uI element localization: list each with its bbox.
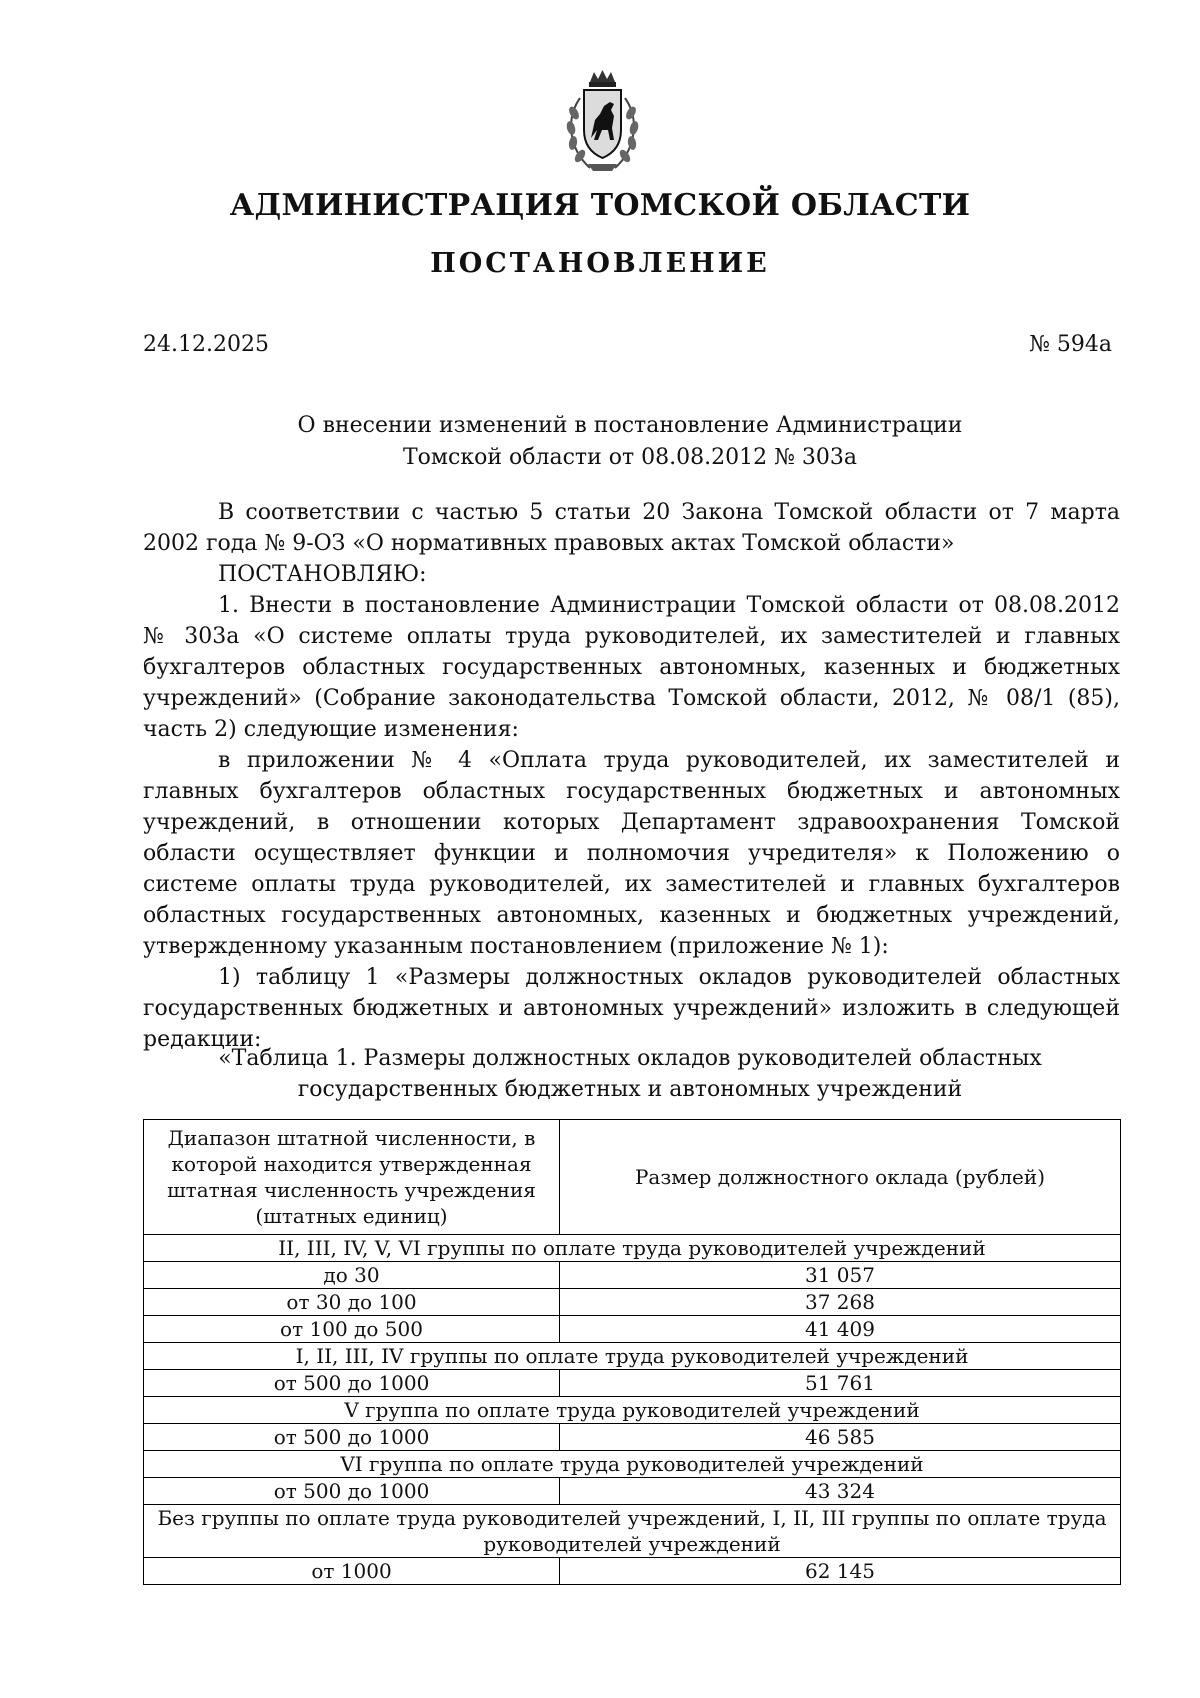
table-group-row: [144, 1505, 1121, 1558]
group-label: V группа по оплате труда руководителей учреждений: [144, 1397, 1121, 1424]
range-cell: от 500 до 1000: [144, 1478, 560, 1505]
group-label: Без группы по оплате труда руководителей учреждений, I, II, III группы по оплате труда руководителей учреждений: [144, 1505, 1121, 1558]
group-label: I, II, III, IV группы по оплате труда руководителей учреждений: [144, 1343, 1121, 1370]
organization-title: АДМИНИСТРАЦИЯ ТОМСКОЙ ОБЛАСТИ: [229, 188, 971, 223]
table-group-row: [144, 1343, 1121, 1370]
document-number: № 594а: [1029, 332, 1112, 357]
subject-line: О внесении изменений в постановление Администрации: [297, 413, 963, 438]
salary-cell: 62 145: [560, 1558, 1121, 1585]
table-row: [144, 1289, 1121, 1316]
clause-paragraph: 1. Внести в постановление Администрации Томской области от 08.08.2012 № 303а «О системе оплаты труда руководителей, их заместителей и главных бухгалтеров областных государственных автономных, казенных и бюджетных учреждений» (Собрание законодательства Томской области, 2012, № 08/1 (85), часть 2) следующие изменения:: [143, 593, 1120, 742]
salary-cell: 46 585: [560, 1424, 1121, 1451]
salary-table: [143, 1119, 1121, 1585]
resolve-heading: ПОСТАНОВЛЯЮ:: [218, 562, 427, 587]
table-row: [144, 1370, 1121, 1397]
document-body: [143, 497, 1120, 1055]
group-label: II, III, IV, V, VI группы по оплате труда руководителей учреждений: [144, 1235, 1121, 1262]
table-row: [144, 1262, 1121, 1289]
column-header-salary: Размер должностного оклада (рублей): [560, 1120, 1121, 1235]
table-group-row: [144, 1451, 1121, 1478]
document-date: 24.12.2025: [143, 332, 269, 357]
table-caption: [140, 1043, 1120, 1105]
table-row: [144, 1558, 1121, 1585]
preamble-paragraph: В соответствии с частью 5 статьи 20 Закона Томской области от 7 марта 2002 года № 9-ОЗ «О нормативных правовых актах Томской области»: [143, 500, 1120, 556]
table-row: [144, 1478, 1121, 1505]
range-cell: от 100 до 500: [144, 1316, 560, 1343]
salary-cell: 37 268: [560, 1289, 1121, 1316]
table-row: [144, 1316, 1121, 1343]
salary-cell: 41 409: [560, 1316, 1121, 1343]
range-cell: до 30: [144, 1262, 560, 1289]
document-subject: [140, 410, 1120, 474]
clause-paragraph: в приложении № 4 «Оплата труда руководителей, их заместителей и главных бухгалтеров областных государственных бюджетных и автономных учреждений, в отношении которых Департамент здравоохранения Томской области осуществляет функции и полномочия учредителя» к Положению о системе оплаты труда руководителей, их заместителей и главных бухгалтеров областных государственных автономных, казенных и бюджетных учреждений, утвержденному указанным постановлением (приложение № 1):: [143, 748, 1120, 959]
salary-cell: 31 057: [560, 1262, 1121, 1289]
document-kind: ПОСТАНОВЛЕНИЕ: [430, 248, 770, 279]
table-caption-line: государственных бюджетных и автономных учреждений: [297, 1077, 963, 1102]
group-label: VI группа по оплате труда руководителей учреждений: [144, 1451, 1121, 1478]
range-cell: от 500 до 1000: [144, 1370, 560, 1397]
table-header-row: [144, 1120, 1121, 1235]
table-group-row: [144, 1397, 1121, 1424]
range-cell: от 1000: [144, 1558, 560, 1585]
range-cell: от 500 до 1000: [144, 1424, 560, 1451]
table-group-row: [144, 1235, 1121, 1262]
salary-cell: 51 761: [560, 1370, 1121, 1397]
table-caption-line: «Таблица 1. Размеры должностных окладов руководителей областных: [218, 1046, 1042, 1071]
coat-of-arms-icon: [560, 68, 645, 176]
column-header-range: Диапазон штатной численности, в которой находится утвержденная штатная численность учреждения (штатных единиц): [144, 1120, 560, 1235]
table-row: [144, 1424, 1121, 1451]
salary-cell: 43 324: [560, 1478, 1121, 1505]
clause-paragraph: 1) таблицу 1 «Размеры должностных окладов руководителей областных государственных бюджетных и автономных учреждений» изложить в следующей редакции:: [143, 965, 1120, 1052]
subject-line: Томской области от 08.08.2012 № 303а: [402, 445, 858, 470]
range-cell: от 30 до 100: [144, 1289, 560, 1316]
